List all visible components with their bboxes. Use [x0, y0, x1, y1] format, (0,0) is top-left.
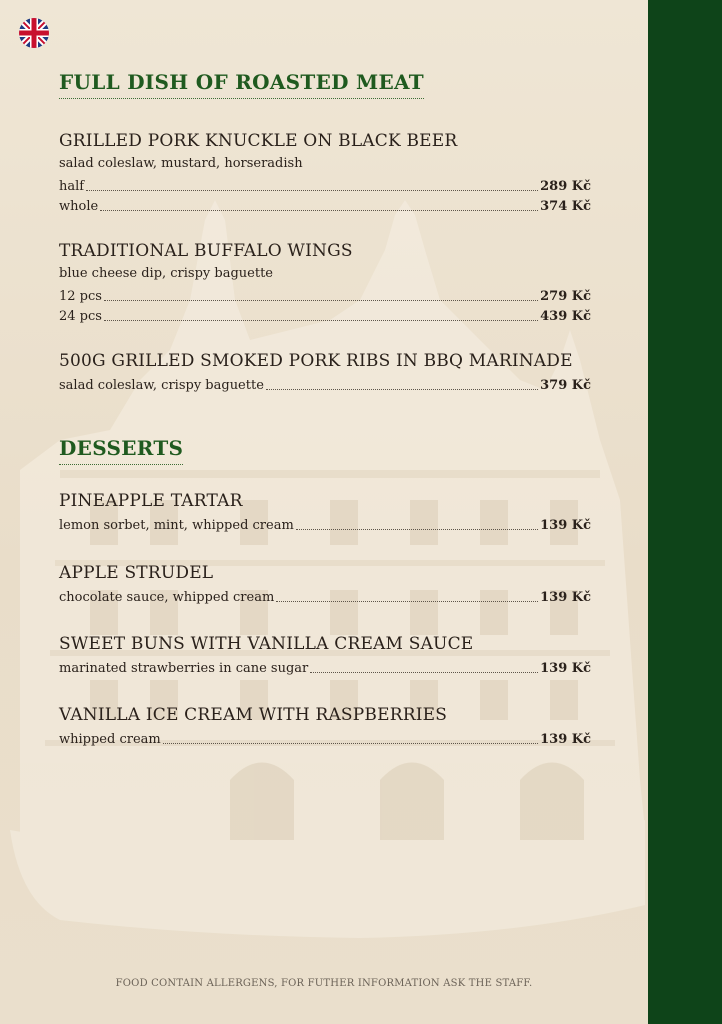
row-label: chocolate sauce, whipped cream — [59, 590, 275, 605]
dot-leader — [86, 190, 538, 191]
row-label: marinated strawberries in cane sugar — [59, 661, 309, 676]
price-row — [59, 375, 591, 393]
price-row — [59, 729, 591, 747]
price: 374 Kč — [540, 199, 591, 214]
price-row — [59, 587, 591, 605]
price-row — [59, 658, 591, 676]
row-label: half — [59, 179, 85, 194]
price-row — [59, 306, 591, 324]
dot-leader — [104, 320, 538, 321]
row-label: salad coleslaw, crispy baguette — [59, 378, 264, 393]
row-label: 24 pcs — [59, 309, 102, 324]
item-name: GRILLED PORK KNUCKLE ON BLACK BEER — [59, 131, 458, 151]
price: 139 Kč — [540, 661, 591, 676]
price: 279 Kč — [540, 289, 591, 304]
dot-leader — [310, 672, 538, 673]
price-row — [59, 286, 591, 304]
item-name: VANILLA ICE CREAM WITH RASPBERRIES — [59, 705, 448, 725]
row-label: lemon sorbet, mint, whipped cream — [59, 518, 294, 533]
price-row — [59, 176, 591, 194]
item-description: blue cheese dip, crispy baguette — [59, 266, 274, 281]
item-name: TRADITIONAL BUFFALO WINGS — [59, 241, 353, 261]
row-label: whipped cream — [59, 732, 161, 747]
dot-leader — [296, 529, 538, 530]
price: 439 Kč — [540, 309, 591, 324]
dot-leader — [100, 210, 538, 211]
item-name: APPLE STRUDEL — [59, 563, 214, 583]
price: 139 Kč — [540, 732, 591, 747]
row-label: whole — [59, 199, 99, 214]
dot-leader — [266, 389, 538, 390]
price: 379 Kč — [540, 378, 591, 393]
item-description: salad coleslaw, mustard, horseradish — [59, 156, 303, 171]
dot-leader — [276, 601, 538, 602]
section-title: DESSERTS — [59, 436, 183, 465]
item-name: PINEAPPLE TARTAR — [59, 491, 243, 511]
dot-leader — [104, 300, 538, 301]
dot-leader — [163, 743, 538, 744]
price: 139 Kč — [540, 518, 591, 533]
section-title: FULL DISH OF ROASTED MEAT — [59, 70, 424, 99]
price-row — [59, 196, 591, 214]
price: 289 Kč — [540, 179, 591, 194]
allergen-notice: FOOD CONTAIN ALLERGENS, FOR FUTHER INFORMATION ASK THE STAFF. — [115, 978, 533, 989]
item-name: 500G GRILLED SMOKED PORK RIBS IN BBQ MARINADE — [59, 351, 573, 371]
uk-flag-icon[interactable] — [19, 18, 49, 48]
green-side-stripe — [648, 0, 722, 1024]
price: 139 Kč — [540, 590, 591, 605]
row-label: 12 pcs — [59, 289, 102, 304]
item-name: SWEET BUNS WITH VANILLA CREAM SAUCE — [59, 634, 474, 654]
price-row — [59, 515, 591, 533]
